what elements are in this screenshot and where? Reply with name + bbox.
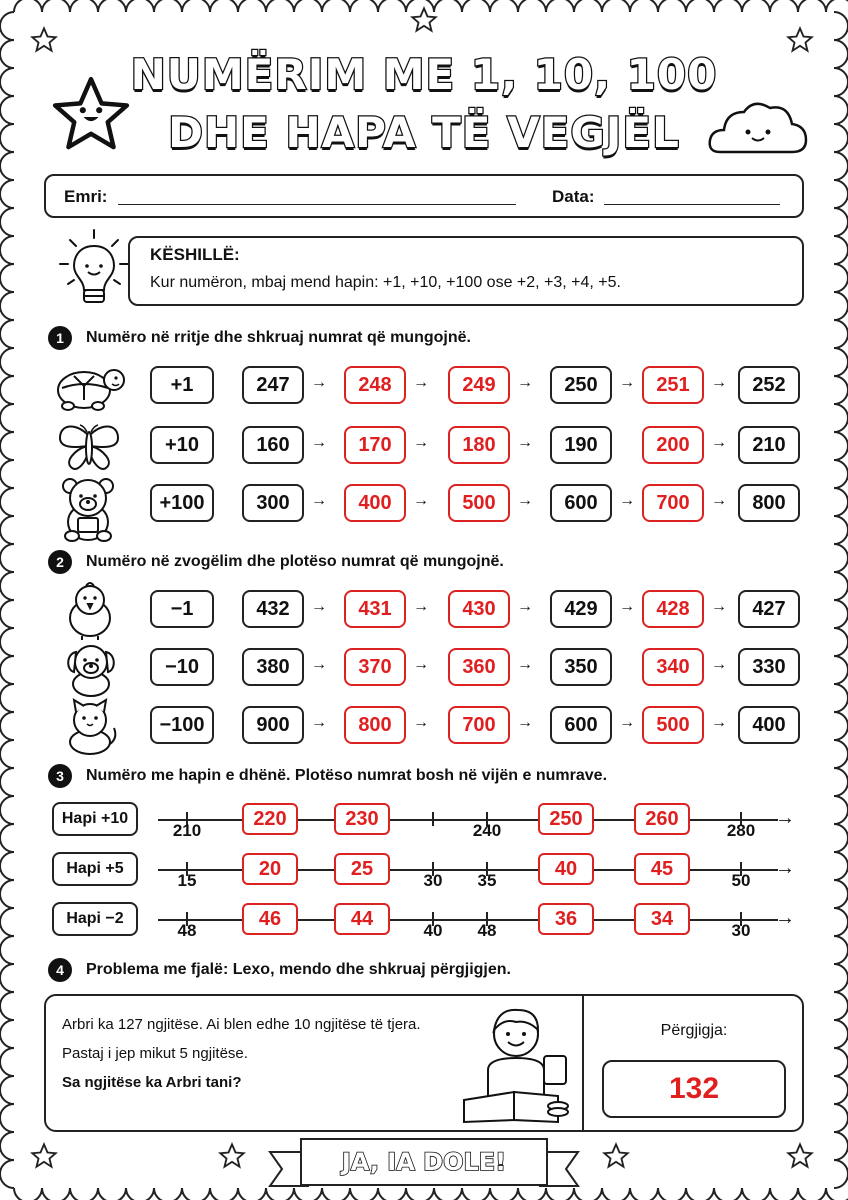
arrow-icon: →	[619, 714, 635, 731]
puppy-icon	[62, 640, 120, 698]
answer-cell[interactable]: 200	[642, 426, 704, 464]
banner-text: JA, IA DOLE!	[300, 1138, 548, 1186]
answer-cell[interactable]: 251	[642, 366, 704, 404]
section-1-number: 1	[48, 326, 72, 350]
step-box: +1	[150, 366, 214, 404]
bear-icon	[56, 476, 120, 542]
given-cell: 247	[242, 366, 304, 404]
step-box: −10	[150, 648, 214, 686]
arrow-icon: →	[311, 656, 327, 673]
tick-label: 30	[731, 921, 751, 940]
tick-label: 40	[423, 921, 443, 940]
butterfly-icon	[56, 422, 122, 472]
given-cell: 250	[550, 366, 612, 404]
answer-cell[interactable]: 428	[642, 590, 704, 628]
given-cell: 400	[738, 706, 800, 744]
step-label: Hapi −2	[52, 902, 138, 936]
section-2-title: Numëro në zvogëlim dhe plotëso numrat që mungojnë.	[86, 553, 504, 570]
lightbulb-icon	[56, 226, 132, 314]
star-icon	[602, 1142, 630, 1170]
tick-label: 48	[477, 921, 497, 940]
given-cell: 350	[550, 648, 612, 686]
given-cell: 160	[242, 426, 304, 464]
answer-cell[interactable]: 340	[642, 648, 704, 686]
arrow-icon: →	[517, 492, 533, 509]
arrow-icon: →	[517, 374, 533, 391]
section-2-number: 2	[48, 550, 72, 574]
answer-cell[interactable]: 25	[334, 853, 390, 885]
step-label: Hapi +10	[52, 802, 138, 836]
section-1-title: Numëro në rritje dhe shkruaj numrat që mungojnë.	[86, 329, 471, 346]
answer-cell[interactable]: 700	[448, 706, 510, 744]
arrow-icon: →	[413, 492, 429, 509]
answer-cell[interactable]: 250	[538, 803, 594, 835]
arrow-right-icon: →	[775, 857, 795, 879]
section-4-number: 4	[48, 958, 72, 982]
given-cell: 300	[242, 484, 304, 522]
answer-cell[interactable]: 431	[344, 590, 406, 628]
date-field[interactable]	[604, 204, 780, 205]
tip-text: Kur numëron, mbaj mend hapin: +1, +10, +100 ose +2, +3, +4, +5.	[150, 274, 621, 291]
given-cell: 380	[242, 648, 304, 686]
arrow-icon: →	[711, 656, 727, 673]
arrow-icon: →	[413, 598, 429, 615]
step-label: Hapi +5	[52, 852, 138, 886]
arrow-icon: →	[711, 434, 727, 451]
step-box: +10	[150, 426, 214, 464]
arrow-icon: →	[711, 492, 727, 509]
problem-question: Sa ngjitëse ka Arbri tani?	[62, 1074, 242, 1091]
given-cell: 330	[738, 648, 800, 686]
arrow-icon: →	[311, 434, 327, 451]
tick-label: 210	[172, 821, 202, 840]
answer-cell[interactable]: 430	[448, 590, 510, 628]
answer-value[interactable]: 132	[602, 1060, 786, 1118]
step-box: −1	[150, 590, 214, 628]
page-subtitle: DHE HAPA TË VEGJËL	[168, 108, 680, 157]
answer-cell[interactable]: 44	[334, 903, 390, 935]
answer-cell[interactable]: 230	[334, 803, 390, 835]
answer-cell[interactable]: 260	[634, 803, 690, 835]
arrow-icon: →	[413, 656, 429, 673]
arrow-icon: →	[311, 374, 327, 391]
arrow-icon: →	[517, 714, 533, 731]
given-cell: 600	[550, 484, 612, 522]
given-cell: 600	[550, 706, 612, 744]
step-box: −100	[150, 706, 214, 744]
arrow-icon: →	[311, 598, 327, 615]
answer-cell[interactable]: 360	[448, 648, 510, 686]
arrow-icon: →	[619, 598, 635, 615]
arrow-icon: →	[711, 714, 727, 731]
star-icon	[410, 6, 438, 34]
arrow-icon: →	[517, 434, 533, 451]
problem-line-2: Pastaj i jep mikut 5 ngjitëse.	[62, 1045, 248, 1062]
answer-cell[interactable]: 500	[448, 484, 510, 522]
given-cell: 427	[738, 590, 800, 628]
given-cell: 210	[738, 426, 800, 464]
section-3-title: Numëro me hapin e dhënë. Plotëso numrat bosh në vijën e numrave.	[86, 767, 608, 784]
tick-label: 35	[477, 871, 497, 890]
answer-cell[interactable]: 34	[634, 903, 690, 935]
answer-cell[interactable]: 180	[448, 426, 510, 464]
tip-heading: KËSHILLË:	[150, 245, 240, 264]
given-cell: 900	[242, 706, 304, 744]
name-field[interactable]	[118, 204, 516, 205]
arrow-icon: →	[619, 374, 635, 391]
kitten-icon	[60, 698, 120, 756]
answer-cell[interactable]: 700	[642, 484, 704, 522]
answer-label: Përgjigja:	[660, 1022, 728, 1039]
tick-mark	[432, 812, 434, 826]
tick-label: 48	[177, 921, 197, 940]
given-cell: 800	[738, 484, 800, 522]
turtle-icon	[52, 360, 130, 414]
page-title: NUMËRIM ME 1, 10, 100	[130, 50, 718, 99]
answer-cell[interactable]: 500	[642, 706, 704, 744]
arrow-icon: →	[711, 374, 727, 391]
answer-cell[interactable]: 20	[242, 853, 298, 885]
boy-icon	[458, 1000, 576, 1124]
problem-line-1: Arbri ka 127 ngjitëse. Ai blen edhe 10 ngjitëse të tjera.	[62, 1016, 421, 1033]
name-date-box	[44, 174, 804, 218]
arrow-icon: →	[517, 598, 533, 615]
arrow-icon: →	[413, 434, 429, 451]
answer-cell[interactable]: 170	[344, 426, 406, 464]
answer-cell[interactable]: 46	[242, 903, 298, 935]
tick-label: 15	[177, 871, 197, 890]
name-label: Emri:	[64, 187, 108, 206]
answer-divider	[582, 994, 584, 1132]
answer-cell[interactable]: 370	[344, 648, 406, 686]
star-icon	[786, 1142, 814, 1170]
given-cell: 252	[738, 366, 800, 404]
given-cell: 432	[242, 590, 304, 628]
step-box: +100	[150, 484, 214, 522]
arrow-icon: →	[311, 714, 327, 731]
arrow-icon: →	[413, 714, 429, 731]
arrow-icon: →	[711, 598, 727, 615]
answer-cell[interactable]: 400	[344, 484, 406, 522]
given-cell: 190	[550, 426, 612, 464]
star-icon	[30, 1142, 58, 1170]
chick-icon	[62, 580, 118, 640]
answer-cell[interactable]: 45	[634, 853, 690, 885]
arrow-right-icon: →	[775, 907, 795, 929]
section-3-number: 3	[48, 764, 72, 788]
arrow-icon: →	[517, 656, 533, 673]
answer-cell[interactable]: 800	[344, 706, 406, 744]
arrow-icon: →	[413, 374, 429, 391]
star-icon	[218, 1142, 246, 1170]
answer-cell[interactable]: 220	[242, 803, 298, 835]
answer-cell[interactable]: 249	[448, 366, 510, 404]
date-label: Data:	[552, 187, 595, 206]
tick-label: 30	[423, 871, 443, 890]
section-4-title: Problema me fjalë: Lexo, mendo dhe shkruaj përgjigjen.	[86, 961, 511, 978]
answer-cell[interactable]: 36	[538, 903, 594, 935]
answer-cell[interactable]: 40	[538, 853, 594, 885]
arrow-icon: →	[619, 492, 635, 509]
arrow-icon: →	[311, 492, 327, 509]
tick-label: 240	[472, 821, 502, 840]
arrow-right-icon: →	[775, 807, 795, 829]
tick-label: 280	[726, 821, 756, 840]
given-cell: 429	[550, 590, 612, 628]
tick-label: 50	[731, 871, 751, 890]
answer-cell[interactable]: 248	[344, 366, 406, 404]
